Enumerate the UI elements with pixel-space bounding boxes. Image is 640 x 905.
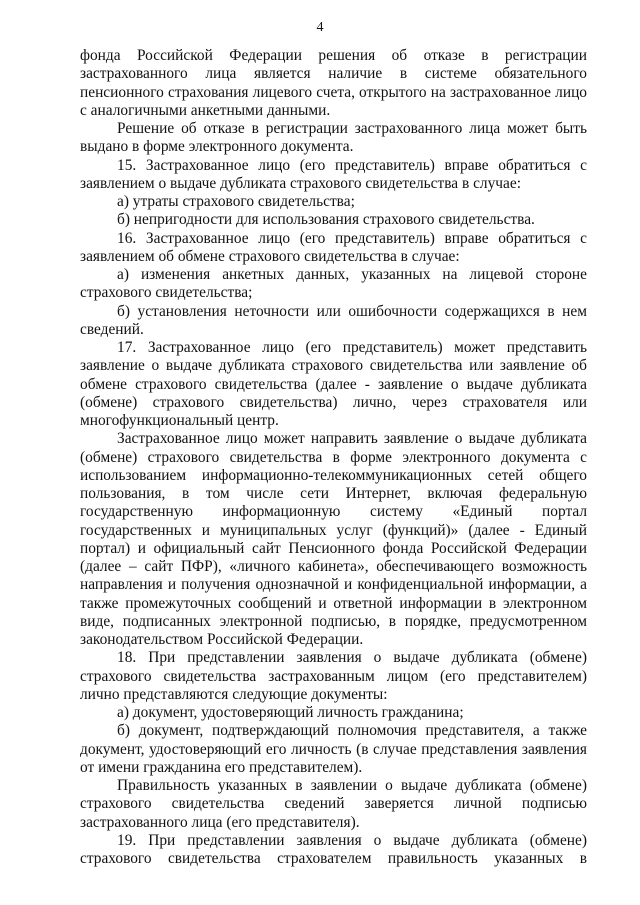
paragraph-18-a: а) документ, удостоверяющий личность гражданина;	[117, 704, 464, 721]
paragraph-17-electronic: Застрахованное лицо может направить заявление о выдаче дубликата (обмене) страхового свидетельства в форме электронного документа с использованием информационно-телекоммуникационных сетей общего пользования, в том числе сети Интернет, включая федеральную государственную информационную систему «Единый портал государственных и муниципальных услуг (функций)» (далее - Единый портал) и официальный сайт Пенсионного фонда Российской Федерации (далее – сайт ПФР), «личного кабинета», обеспечивающего возможность направления и получения однозначной и конфиденциальной информации, а также промежуточных сообщений и ответной информации в электронном виде, подписанных электронной подписью, в порядке, предусмотренном законодательством Российской Федерации.	[80, 430, 587, 648]
paragraph-15-a: а) утраты страхового свидетельства;	[117, 193, 355, 210]
paragraph-18-b: б) документ, подтверждающий полномочия представителя, а также документ, удостоверяющий его личность (в случае представления заявления от имени гражданина его представителем).	[80, 722, 587, 776]
paragraph-refusal-electronic: Решение об отказе в регистрации застрахованного лица может быть выдано в форме электронного документа.	[80, 120, 587, 156]
paragraph-signature-note: Правильность указанных в заявлении о выдаче дубликата (обмене) страхового свидетельства сведений заверяется личной подписью застрахованного лица (его представителя).	[80, 777, 587, 831]
paragraph-16-b: б) установления неточности или ошибочности содержащихся в нем сведений.	[80, 302, 587, 338]
paragraph-continuation: фонда Российской Федерации решения об отказе в регистрации застрахованного лица является наличие в системе обязательного пенсионного страхования лицевого счета, открытого на застрахованное лицо с аналогичными анкетными данными.	[80, 47, 587, 119]
document-body	[80, 47, 587, 868]
paragraph-15-b: б) непригодности для использования страхового свидетельства.	[117, 211, 535, 229]
paragraph-19: 19. При представлении заявления о выдаче дубликата (обмене) страхового свидетельства страхователем правильность указанных в	[80, 831, 587, 867]
paragraph-16-a: а) изменения анкетных данных, указанных на лицевой стороне страхового свидетельства;	[80, 266, 587, 302]
paragraph-15: 15. Застрахованное лицо (его представитель) вправе обратиться с заявлением о выдаче дубликата страхового свидетельства в случае:	[80, 156, 587, 192]
paragraph-18: 18. При представлении заявления о выдаче дубликата (обмене) страхового свидетельства застрахованным лицом (его представителем) лично представляются следующие документы:	[80, 649, 587, 703]
paragraph-16: 16. Застрахованное лицо (его представитель) вправе обратиться с заявлением об обмене страхового свидетельства в случае:	[80, 229, 587, 265]
paragraph-17: 17. Застрахованное лицо (его представитель) может представить заявление о выдаче дубликата страхового свидетельства или заявление об обмене страхового свидетельства (далее - заявление о выдаче дубликата (обмене) страхового свидетельства) лично, через страхователя или многофункциональный центр.	[80, 339, 587, 429]
page-number: 4	[316, 20, 324, 35]
